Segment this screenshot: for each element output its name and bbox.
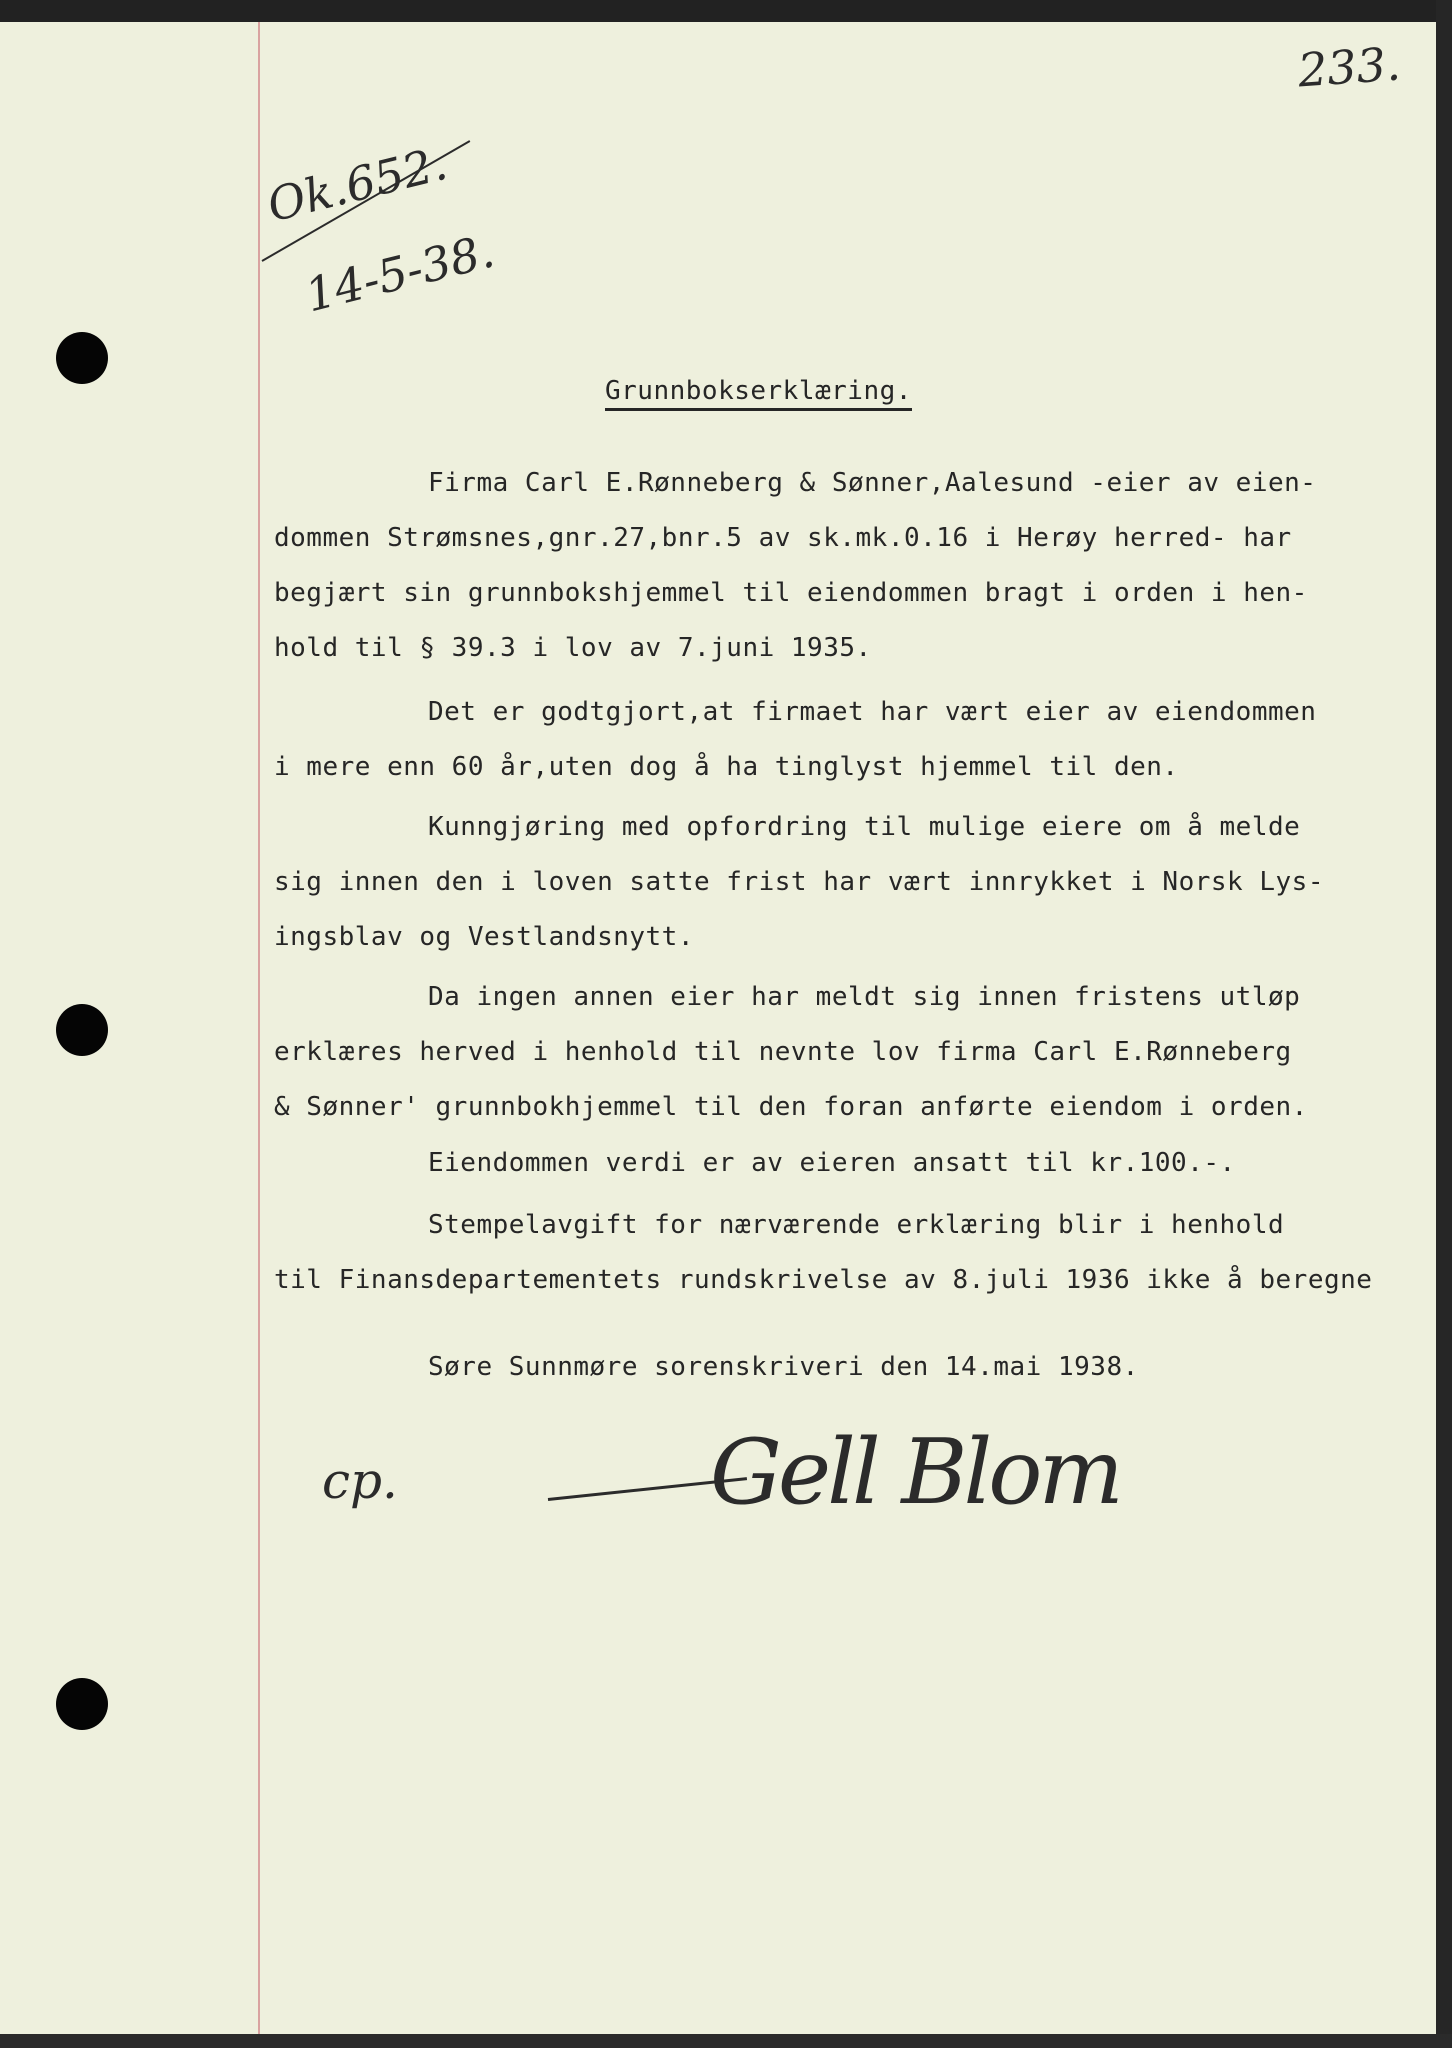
signature: Gell Blom — [710, 1420, 1120, 1525]
place-date-line: Søre Sunnmøre sorenskriveri den 14.mai 1938. — [428, 1352, 1139, 1382]
body-line: Kunngjøring med opfordring til mulige eiere om å melde — [428, 812, 1301, 842]
punch-hole-top — [56, 332, 108, 384]
body-line: Da ingen annen eier har meldt sig innen fristens utløp — [428, 982, 1301, 1012]
body-line: sig innen den i loven satte frist har vært innrykket i Norsk Lys- — [274, 867, 1324, 897]
body-line: Det er godtgjort,at firmaet har vært eier av eiendommen — [428, 697, 1317, 727]
body-line: ingsblav og Vestlandsnytt. — [274, 922, 694, 952]
scan-top-edge — [0, 0, 1452, 22]
reference-number: Ok.652. — [262, 135, 453, 233]
scan-bottom-edge — [0, 2034, 1452, 2048]
body-line: dommen Strømsnes,gnr.27,bnr.5 av sk.mk.0.16 i Herøy herred- har — [274, 523, 1292, 553]
margin-line — [258, 22, 260, 2034]
body-line: til Finansdepartementets rundskrivelse av 8.juli 1936 ikke å beregne — [274, 1265, 1373, 1295]
body-line: Firma Carl E.Rønneberg & Sønner,Aalesund -eier av eien- — [428, 468, 1317, 498]
document-title: Grunnbokserklæring. — [605, 376, 912, 411]
body-line: Stempelavgift for nærværende erklæring blir i henhold — [428, 1210, 1285, 1240]
punch-hole-bottom — [56, 1678, 108, 1730]
reference-date: 14-5-38. — [300, 223, 500, 323]
punch-hole-middle — [56, 1004, 108, 1056]
body-line: begjært sin grunnbokshjemmel til eiendommen bragt i orden i hen- — [274, 578, 1308, 608]
body-line: Eiendommen verdi er av eieren ansatt til kr.100.-. — [428, 1148, 1236, 1178]
body-line: & Sønner' grunnbokhjemmel til den foran anførte eiendom i orden. — [274, 1092, 1308, 1122]
body-line: erklæres herved i henhold til nevnte lov firma Carl E.Rønneberg — [274, 1037, 1292, 1067]
body-line: hold til § 39.3 i lov av 7.juni 1935. — [274, 633, 872, 663]
page-number: 233. — [1296, 36, 1403, 98]
scan-right-edge — [1436, 0, 1452, 2048]
body-line: i mere enn 60 år,uten dog å ha tinglyst hjemmel til den. — [274, 752, 1179, 782]
cs-annotation: cp. — [322, 1452, 398, 1510]
